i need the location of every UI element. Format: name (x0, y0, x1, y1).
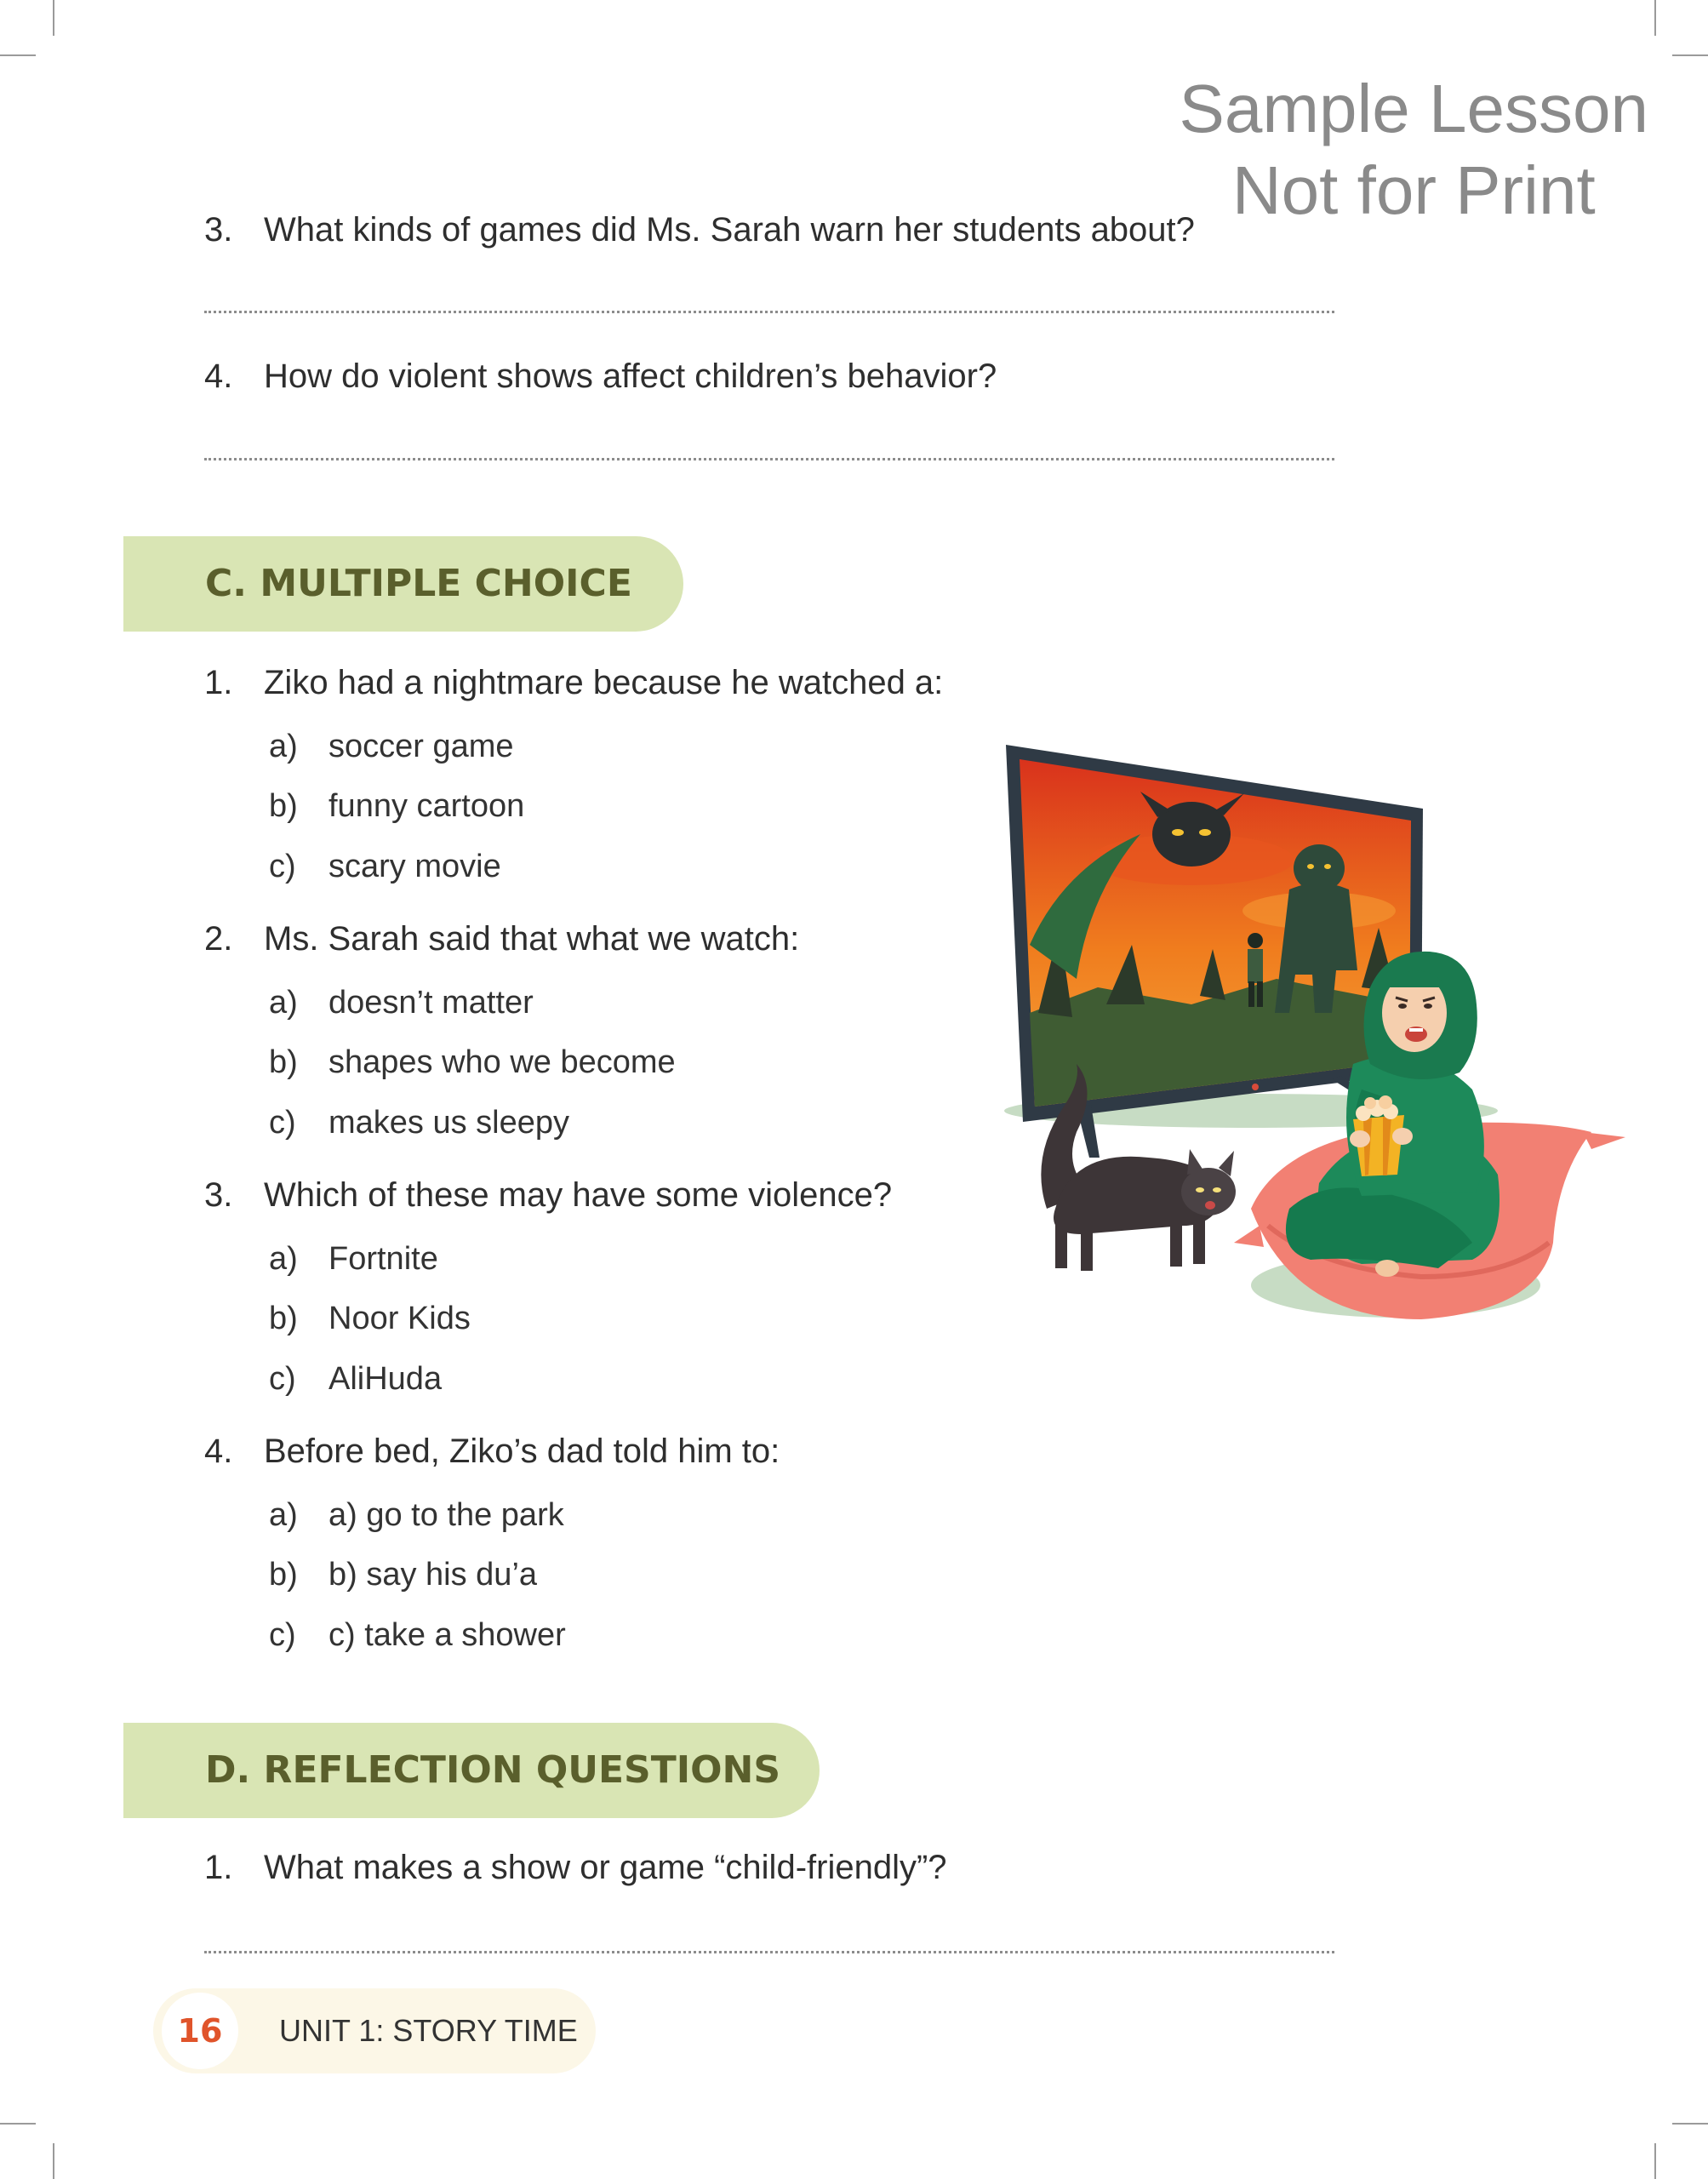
question-text: Which of these may have some violence? (264, 1176, 893, 1214)
question-number: 3. (204, 1176, 233, 1214)
sample-watermark (1180, 68, 1648, 232)
option-text: doesn’t matter (328, 985, 534, 1021)
option-text: makes us sleepy (328, 1105, 570, 1141)
question-c2 (204, 917, 799, 961)
girl-watching-scary-tv-illustration (996, 732, 1625, 1345)
question-c1 (204, 661, 943, 705)
option-letter: a) (269, 1241, 298, 1277)
option-c4-b[interactable] (269, 1553, 537, 1596)
option-letter: c) (269, 1617, 296, 1653)
option-c4-c[interactable] (269, 1614, 566, 1656)
crop-mark (1654, 0, 1656, 36)
option-letter: a) (269, 729, 298, 764)
page-number: 16 (162, 1993, 238, 2069)
option-letter: b) (269, 1044, 298, 1080)
question-number: 1. (204, 664, 233, 701)
crop-mark (0, 54, 36, 56)
option-letter: c) (269, 1105, 296, 1141)
option-text: Noor Kids (328, 1301, 471, 1336)
question-d1 (204, 1845, 947, 1890)
option-text: a) go to the park (328, 1497, 564, 1533)
section-header-reflection-questions: D. REFLECTION QUESTIONS (123, 1723, 820, 1818)
question-c4 (204, 1429, 780, 1473)
crop-mark (53, 0, 54, 36)
option-c3-a[interactable] (269, 1238, 438, 1280)
question-text: Ziko had a nightmare because he watched a: (264, 664, 944, 701)
tv-power-light (1252, 1084, 1259, 1090)
option-text: shapes who we become (328, 1044, 676, 1080)
question-number: 2. (204, 920, 233, 958)
watermark-line-2: Not for Print (1231, 152, 1596, 228)
watermark-line-1: Sample Lesson (1179, 71, 1648, 146)
answer-line[interactable] (204, 1951, 1334, 1953)
question-b4 (204, 354, 997, 398)
question-b3 (204, 208, 1195, 252)
question-number: 4. (204, 1433, 233, 1470)
crop-mark (1654, 2143, 1656, 2179)
crop-mark (1672, 54, 1708, 56)
option-c1-a[interactable] (269, 725, 514, 768)
crop-mark (53, 2143, 54, 2179)
option-text: b) say his du’a (328, 1557, 538, 1593)
question-c3 (204, 1173, 892, 1217)
option-c1-c[interactable] (269, 845, 501, 888)
option-letter: b) (269, 1557, 298, 1593)
option-c4-a[interactable] (269, 1494, 564, 1536)
unit-label: UNIT 1: STORY TIME (279, 2013, 578, 2048)
option-c2-a[interactable] (269, 981, 534, 1024)
option-text: c) take a shower (328, 1617, 566, 1653)
option-text: scary movie (328, 849, 501, 884)
question-text: Ms. Sarah said that what we watch: (264, 920, 800, 958)
option-text: AliHuda (328, 1361, 443, 1397)
question-number: 1. (204, 1849, 233, 1886)
option-c2-b[interactable] (269, 1041, 676, 1084)
option-letter: c) (269, 849, 296, 884)
tv-screen (1020, 759, 1411, 1107)
option-text: Fortnite (328, 1241, 438, 1277)
option-letter: a) (269, 985, 298, 1021)
option-c3-b[interactable] (269, 1297, 471, 1340)
option-c1-b[interactable] (269, 785, 524, 827)
crop-mark (0, 2123, 36, 2125)
option-text: funny cartoon (328, 788, 525, 824)
answer-line[interactable] (204, 311, 1334, 313)
question-number: 3. (204, 211, 233, 249)
question-text: What kinds of games did Ms. Sarah warn her students about? (264, 211, 1195, 249)
question-number: 4. (204, 357, 233, 395)
crop-mark (1672, 2123, 1708, 2125)
section-header-multiple-choice: C. MULTIPLE CHOICE (123, 536, 683, 632)
answer-line[interactable] (204, 458, 1334, 460)
option-letter: b) (269, 1301, 298, 1336)
option-letter: c) (269, 1361, 296, 1397)
option-letter: b) (269, 788, 298, 824)
option-text: soccer game (328, 729, 514, 764)
question-text: What makes a show or game “child-friendly”? (264, 1849, 947, 1886)
question-text: How do violent shows affect children’s behavior? (264, 357, 997, 395)
option-c3-c[interactable] (269, 1358, 442, 1400)
option-letter: a) (269, 1497, 298, 1533)
option-c2-c[interactable] (269, 1101, 569, 1144)
question-text: Before bed, Ziko’s dad told him to: (264, 1433, 780, 1470)
